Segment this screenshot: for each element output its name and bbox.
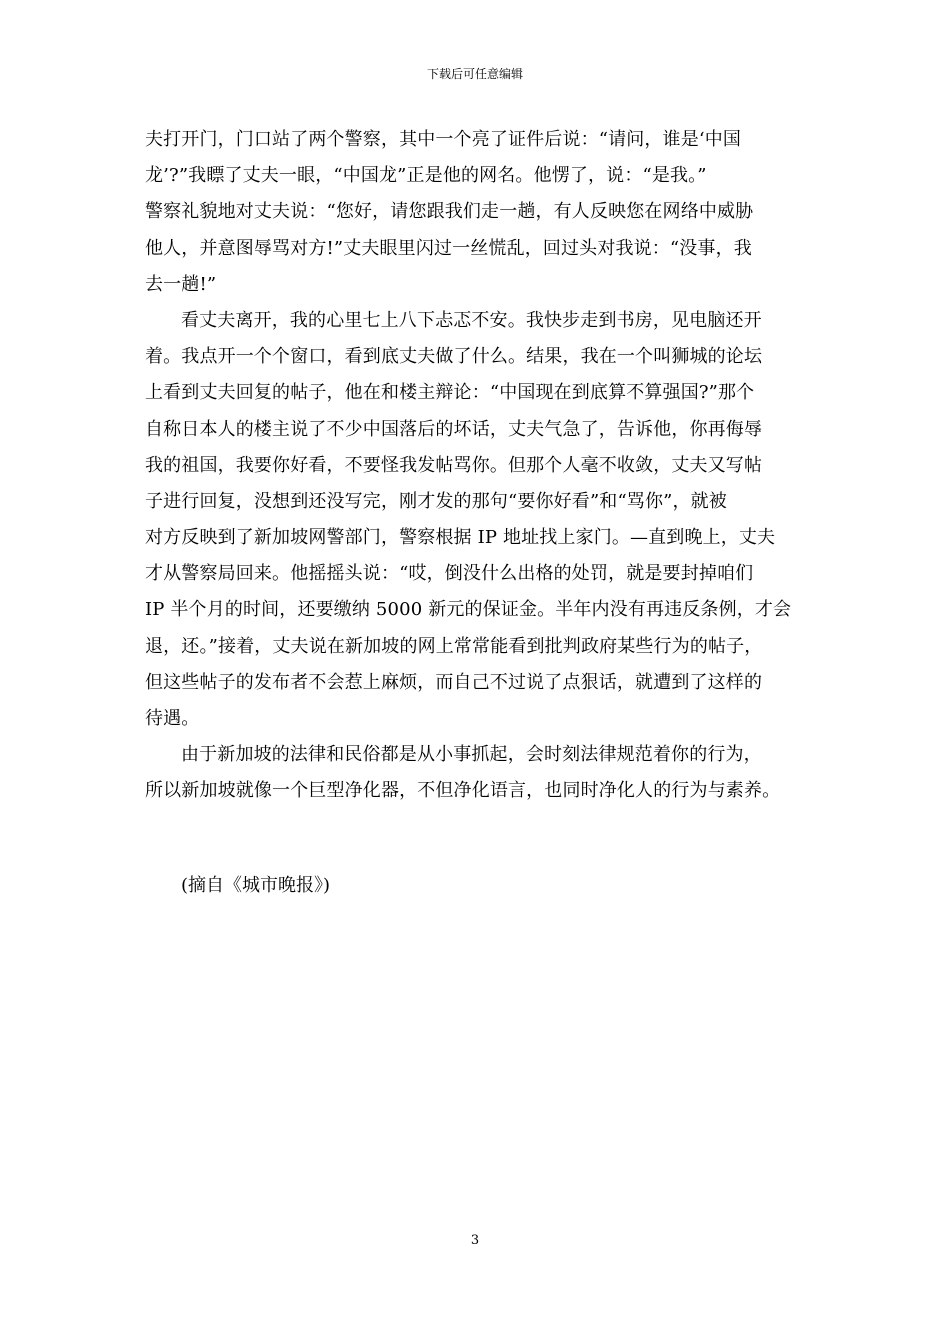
text-line: 待遇。 [145, 708, 200, 729]
text-line: IP 半个月的时间，还要缴纳 5000 新元的保证金。半年内没有再违反条例，才会 [145, 599, 792, 621]
text-line: 夫打开门，门口站了两个警察，其中一个亮了证件后说：“请问，谁是‘中国 [145, 129, 742, 150]
text-line: 子进行回复，没想到还没写完，刚才发的那句“要你好看”和“骂你”，就被 [145, 490, 727, 512]
text-line: 龙’?”我瞟了丈夫一眼，“中国龙”正是他的网名。他愣了，说：“是我。” [145, 165, 707, 187]
text-line: 所以新加坡就像一个巨型净化器，不但净化语言，也同时净化人的行为与素养。 [145, 780, 781, 802]
text-line: 他人，并意图辱骂对方!”丈夫眼里闪过一丝慌乱，回过头对我说：“没事，我 [145, 237, 752, 259]
page-header: 下载后可任意编辑 [426, 67, 523, 81]
text-line: 着。我点开一个个窗口，看到底丈夫做了什么。结果，我在一个叫狮城的论坛 [145, 346, 763, 368]
paragraph-start-line: 看丈夫离开，我的心里七上八下忐忑不安。我快步走到书房，见电脑还开 [181, 309, 762, 331]
text-line: 对方反映到了新加坡网警部门，警察根据 IP 地址找上家门。—直到晚上，丈夫 [145, 527, 776, 549]
citation: (摘自《城市晚报》) [181, 875, 331, 896]
article-body [145, 122, 825, 810]
text-line: 上看到丈夫回复的帖子，他在和楼主辩论：“中国现在到底算不算强国?”那个 [145, 382, 755, 404]
text-line: 去一趟!” [145, 273, 217, 295]
text-line: 自称日本人的楼主说了不少中国落后的坏话，丈夫气急了，告诉他，你再侮辱 [145, 418, 763, 440]
text-line: 但这些帖子的发布者不会惹上麻烦，而自己不过说了点狠话，就遭到了这样的 [145, 671, 763, 693]
text-line: 警察礼貌地对丈夫说：“您好，请您跟我们走一趟，有人反映您在网络中威胁 [145, 201, 754, 223]
text-line: 退，还。”接着，丈夫说在新加坡的网上常常能看到批判政府某些行为的帖子， [145, 635, 763, 657]
text-line: 才从警察局回来。他摇摇头说：“哎，倒没什么出格的处罚，就是要封掉咱们 [145, 563, 754, 585]
text-line: 我的祖国，我要你好看，不要怪我发帖骂你。但那个人毫不收敛，丈夫又写帖 [145, 454, 763, 476]
page-number: 3 [470, 1233, 480, 1248]
paragraph-start-line: 由于新加坡的法律和民俗都是从小事抓起，会时刻法律规范着你的行为， [181, 744, 762, 766]
